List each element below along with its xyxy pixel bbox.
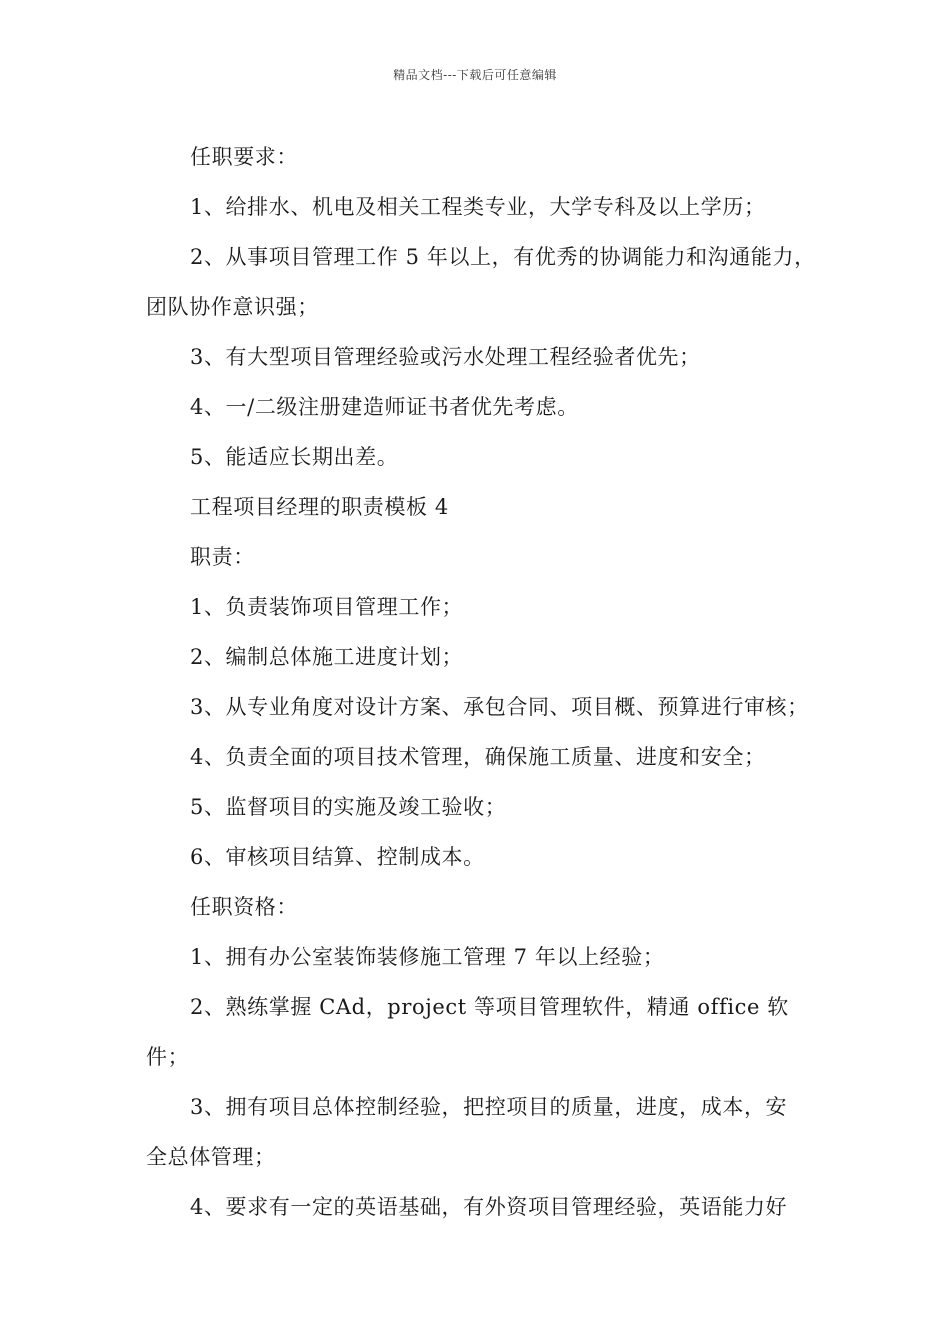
section-heading-qualifications: 任职资格： (190, 895, 298, 919)
list-item: 2、编制总体施工进度计划； (190, 645, 464, 669)
list-item-continuation: 全总体管理； (146, 1145, 276, 1169)
list-item: 3、有大型项目管理经验或污水处理工程经验者优先； (190, 345, 701, 369)
list-item: 1、负责装饰项目管理工作； (190, 595, 464, 619)
section-heading-duties: 职责： (190, 545, 255, 569)
document-body (146, 132, 826, 1232)
list-item: 4、一/二级注册建造师证书者优先考虑。 (190, 395, 579, 419)
list-item: 1、拥有办公室装饰装修施工管理 7 年以上经验； (190, 945, 665, 969)
list-item: 3、拥有项目总体控制经验，把控项目的质量，进度，成本，安 (190, 1095, 788, 1119)
section-title: 工程项目经理的职责模板 4 (190, 495, 449, 519)
list-item-continuation: 件； (146, 1045, 190, 1069)
list-item-continuation: 团队协作意识强； (146, 295, 319, 319)
list-item: 3、从专业角度对设计方案、承包合同、项目概、预算进行审核； (190, 695, 809, 719)
list-item: 6、审核项目结算、控制成本。 (190, 845, 485, 869)
list-item: 1、给排水、机电及相关工程类专业，大学专科及以上学历； (190, 195, 766, 219)
list-item: 2、熟练掌握 CAd，project 等项目管理软件，精通 office 软 (190, 995, 789, 1019)
list-item: 4、要求有一定的英语基础，有外资项目管理经验，英语能力好 (190, 1195, 788, 1219)
list-item: 4、负责全面的项目技术管理，确保施工质量、进度和安全； (190, 745, 766, 769)
list-item: 5、能适应长期出差。 (190, 445, 399, 469)
list-item: 5、监督项目的实施及竣工验收； (190, 795, 507, 819)
list-item: 2、从事项目管理工作 5 年以上，有优秀的协调能力和沟通能力， (190, 245, 816, 269)
page-header: 精品文档---下载后可任意编辑 (393, 68, 557, 82)
section-heading-requirements: 任职要求： (190, 145, 298, 169)
